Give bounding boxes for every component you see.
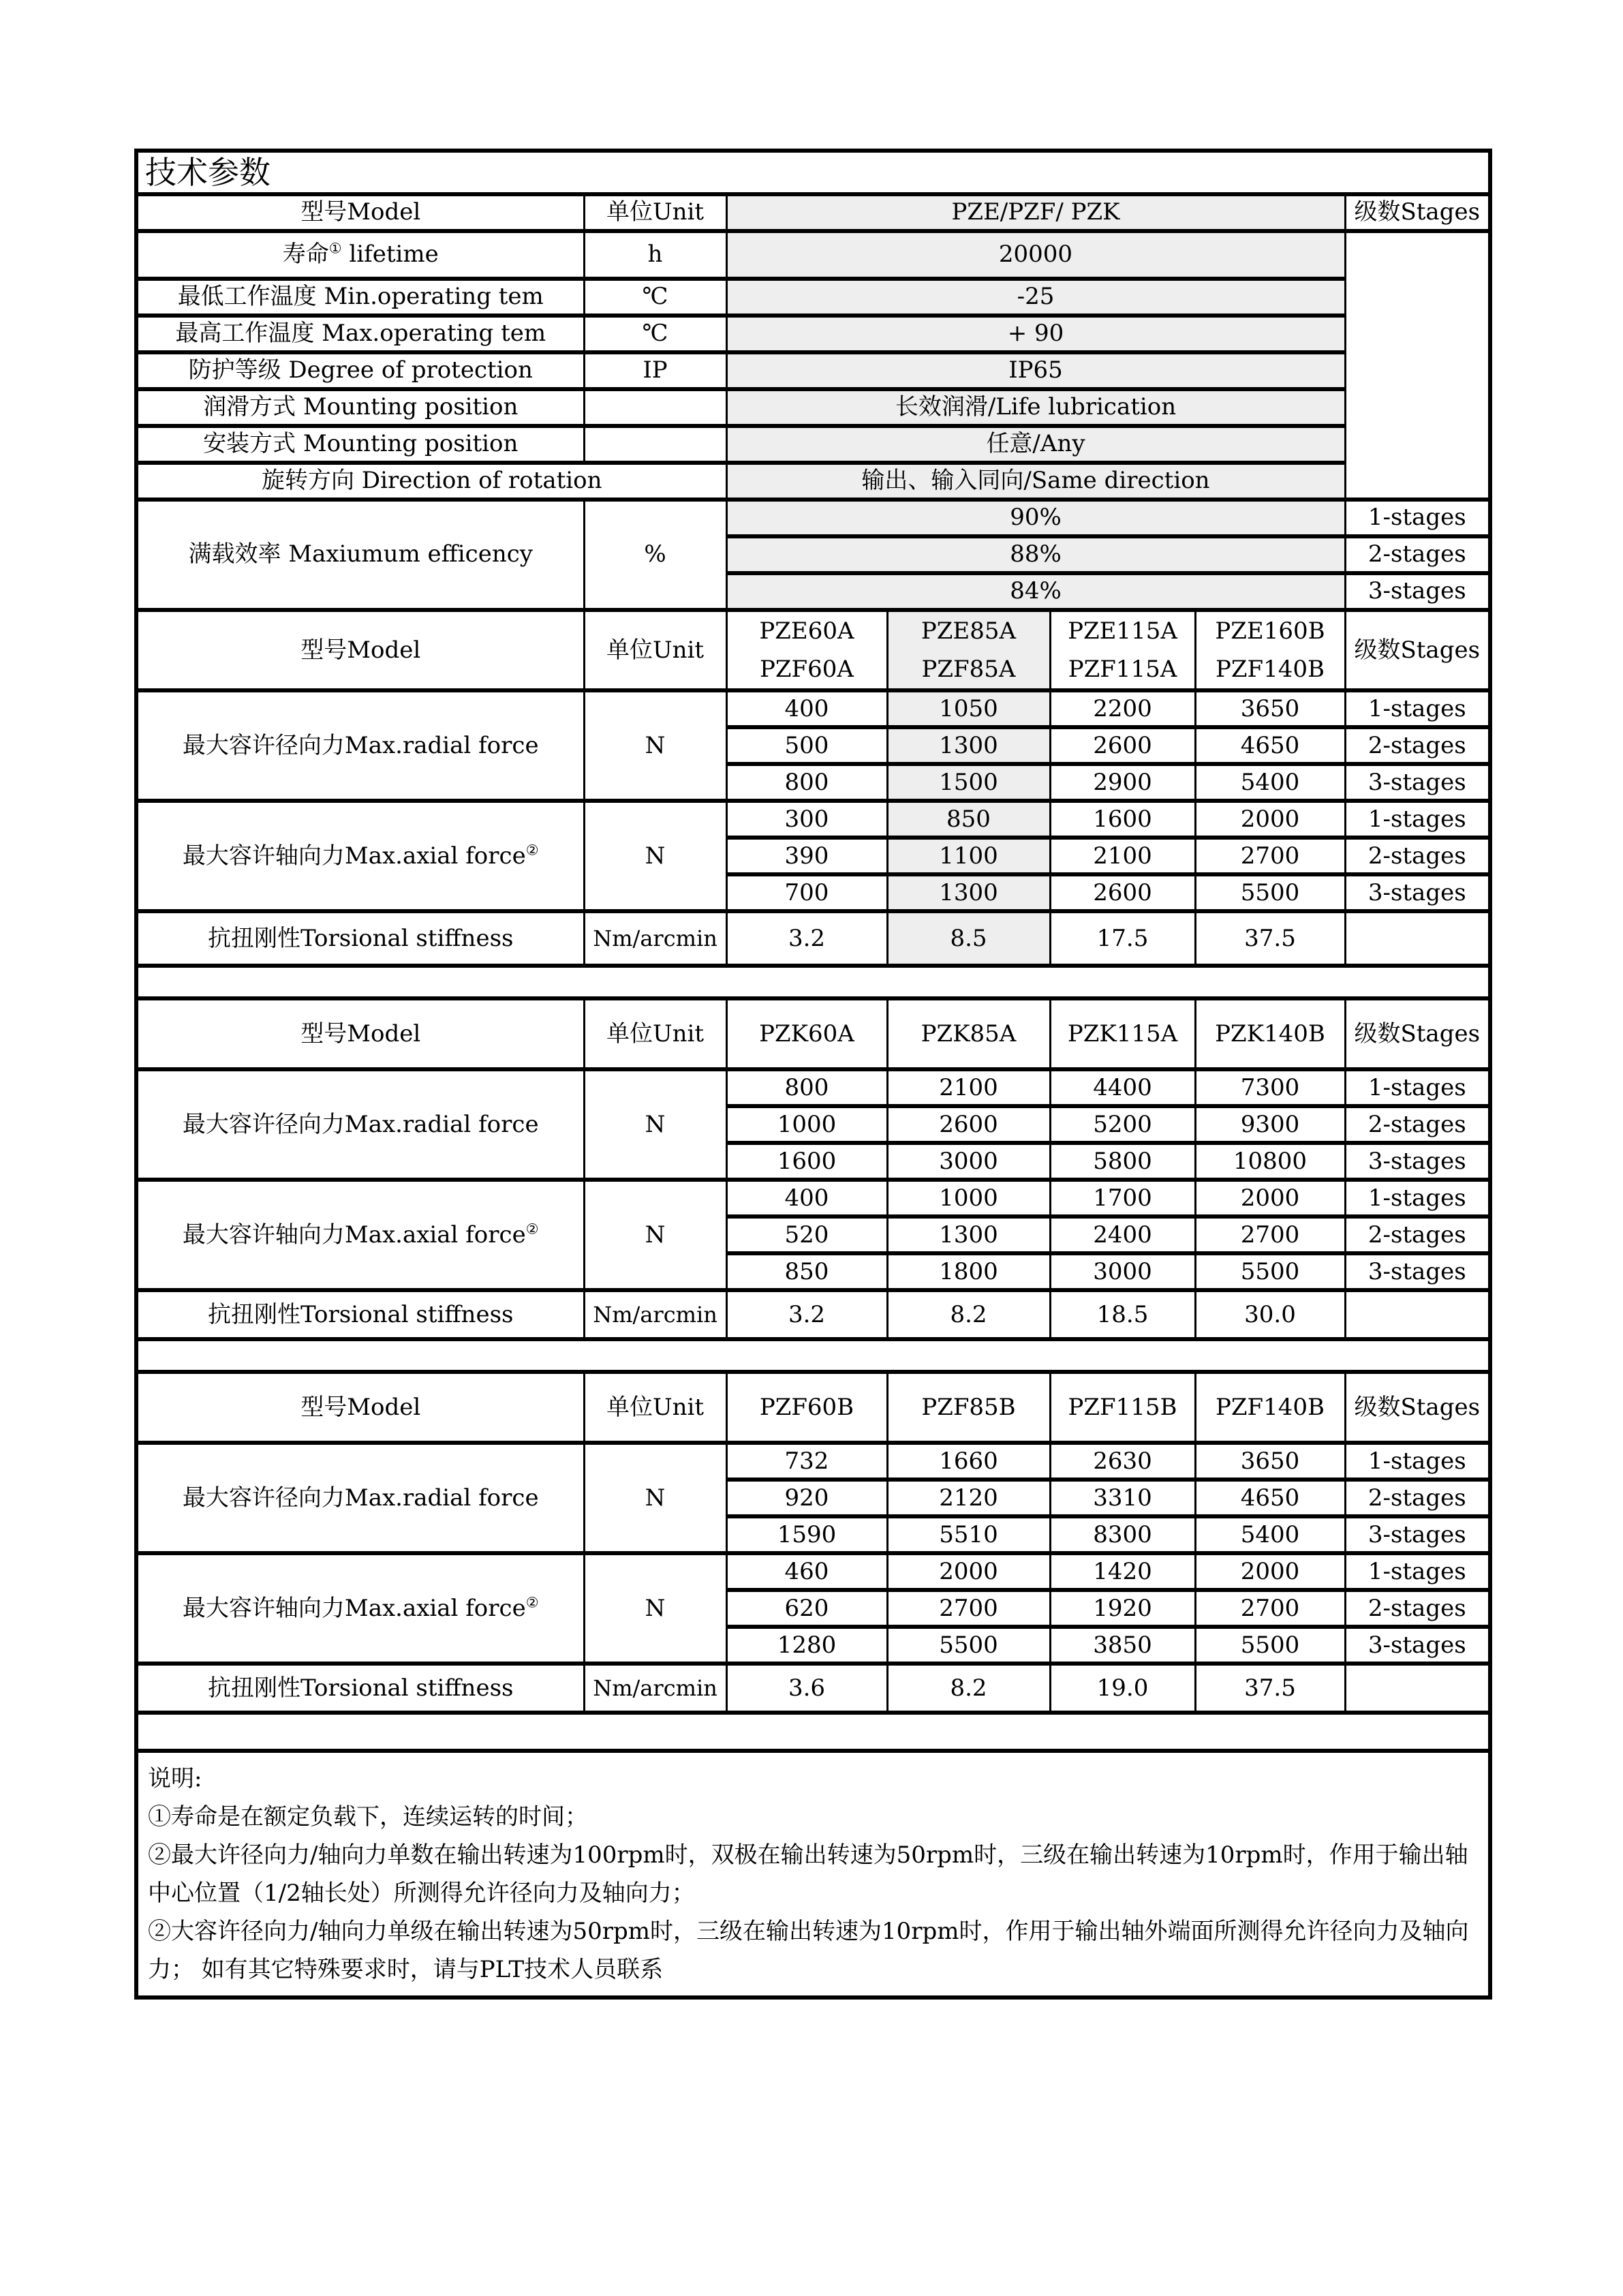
unit-cell: Nm/arcmin (584, 1290, 726, 1339)
column-header-unit: 单位Unit (584, 1372, 726, 1443)
column-header-stages: 级数Stages (1345, 610, 1490, 690)
value-cell: 400 (726, 1180, 887, 1216)
value-cell: 2000 (1195, 801, 1345, 838)
unit-cell: N (584, 1180, 726, 1290)
value-cell: 4650 (1195, 727, 1345, 764)
row-label-stiffness: 抗扭刚性Torsional stiffness (136, 1290, 584, 1339)
value-cell: 1300 (887, 1216, 1050, 1253)
model-header: PZF115B (1050, 1372, 1195, 1443)
value-cell: 2120 (887, 1480, 1050, 1516)
row-label-stiffness: 抗扭刚性Torsional stiffness (136, 1664, 584, 1713)
model-line: PZF140B (1216, 656, 1325, 684)
stage-cell: 1-stages (1345, 1443, 1490, 1480)
value-cell: 19.0 (1050, 1664, 1195, 1713)
value-cell: 1600 (726, 1143, 887, 1180)
value-cell: 18.5 (1050, 1290, 1195, 1339)
value-cell: 1300 (887, 874, 1050, 911)
model-header: PZK60A (726, 998, 887, 1069)
stage-cell: 2-stages (1345, 838, 1490, 874)
stage-cell: 1-stages (1345, 500, 1490, 536)
stage-cell: 1-stages (1345, 690, 1490, 727)
value-cell: 88% (726, 536, 1345, 573)
value-cell: 8.5 (887, 911, 1050, 966)
model-header (887, 610, 1050, 690)
label-cn: 寿命 (282, 241, 329, 269)
value-cell: 1600 (1050, 801, 1195, 838)
value-cell: + 90 (726, 316, 1345, 352)
value-cell: 5200 (1050, 1106, 1195, 1143)
value-cell: 850 (726, 1253, 887, 1290)
value-cell: 390 (726, 838, 887, 874)
value-cell: 1500 (887, 764, 1050, 801)
stage-cell: 3-stages (1345, 1516, 1490, 1553)
value-cell: 3000 (1050, 1253, 1195, 1290)
value-cell: 1800 (887, 1253, 1050, 1290)
unit-cell: N (584, 1069, 726, 1180)
stage-cell: 2-stages (1345, 1106, 1490, 1143)
value-cell: 2700 (1195, 1590, 1345, 1627)
value-cell: 850 (887, 801, 1050, 838)
stage-cell: 3-stages (1345, 1253, 1490, 1290)
value-cell: 4400 (1050, 1069, 1195, 1106)
value-cell: 800 (726, 1069, 887, 1106)
model-line: PZE115A (1068, 617, 1177, 645)
value-cell: 30.0 (1195, 1290, 1345, 1339)
value-cell: 任意/Any (726, 426, 1345, 463)
model-line: PZE85A (921, 617, 1017, 645)
value-cell: 732 (726, 1443, 887, 1480)
stage-cell: 2-stages (1345, 1216, 1490, 1253)
value-cell: 620 (726, 1590, 887, 1627)
unit-cell: % (584, 500, 726, 610)
value-cell: 37.5 (1195, 1664, 1345, 1713)
value-cell: 3310 (1050, 1480, 1195, 1516)
note-line: ②最大许径向力/轴向力单数在输出转速为100rpm时，双极在输出转速为50rpm时，三级在输出转速为10rpm时，作用于输出轴中心位置（1/2轴长处）所测得允许径向力及轴向力； (148, 1841, 1468, 1908)
value-cell: 2000 (1195, 1553, 1345, 1590)
label-text: 最大容许轴向力Max.axial force (182, 1221, 526, 1249)
column-header-stages: 级数Stages (1345, 1372, 1490, 1443)
model-header (1195, 610, 1345, 690)
notes-block (136, 1751, 1490, 1997)
value-cell: 1100 (887, 838, 1050, 874)
column-header-stages: 级数Stages (1345, 194, 1490, 231)
stage-cell (1345, 1664, 1490, 1713)
column-header-unit: 单位Unit (584, 610, 726, 690)
value-cell: 长效润滑/Life lubrication (726, 389, 1345, 426)
row-label-min-temp: 最低工作温度 Min.operating tem (136, 279, 584, 316)
stage-cell: 1-stages (1345, 1180, 1490, 1216)
value-cell: 2100 (1050, 838, 1195, 874)
column-header-unit: 单位Unit (584, 998, 726, 1069)
unit-cell: ℃ (584, 316, 726, 352)
value-cell: 2700 (1195, 838, 1345, 874)
unit-cell: N (584, 690, 726, 801)
row-label-lubrication: 润滑方式 Mounting position (136, 389, 584, 426)
unit-cell: h (584, 231, 726, 279)
note-line: ②大容许径向力/轴向力单级在输出转速为50rpm时，三级在输出转速为10rpm时，作用于输出轴外端面所测得允许径向力及轴向力； 如有其它特殊要求时，请与PLT技术人员联系 (148, 1918, 1469, 1984)
label-text: 最大容许轴向力Max.axial force (182, 842, 526, 870)
model-line: PZF85A (921, 656, 1016, 684)
column-header-model: 型号Model (136, 610, 584, 690)
value-cell: 1050 (887, 690, 1050, 727)
value-cell: 5800 (1050, 1143, 1195, 1180)
column-header-unit: 单位Unit (584, 194, 726, 231)
unit-cell (584, 426, 726, 463)
value-cell: 5510 (887, 1516, 1050, 1553)
value-cell: 10800 (1195, 1143, 1345, 1180)
value-cell: 5400 (1195, 764, 1345, 801)
stage-cell: 3-stages (1345, 1143, 1490, 1180)
value-cell: 500 (726, 727, 887, 764)
value-cell: 1280 (726, 1627, 887, 1664)
value-cell: 700 (726, 874, 887, 911)
row-label-max-temp: 最高工作温度 Max.operating tem (136, 316, 584, 352)
stage-cell: 2-stages (1345, 1480, 1490, 1516)
row-label-radial-force: 最大容许径向力Max.radial force (136, 1069, 584, 1180)
value-cell: 1660 (887, 1443, 1050, 1480)
notes-heading: 说明: (148, 1765, 202, 1793)
model-header: PZF60B (726, 1372, 887, 1443)
value-cell: 460 (726, 1553, 887, 1590)
model-line: PZF60A (760, 656, 854, 684)
spec-sheet (134, 149, 1492, 2000)
value-cell: 1420 (1050, 1553, 1195, 1590)
stage-cell: 3-stages (1345, 764, 1490, 801)
value-cell: 84% (726, 573, 1345, 610)
value-cell: 输出、输入同向/Same direction (726, 463, 1345, 500)
row-label-lifetime (136, 231, 584, 279)
value-cell: 2000 (887, 1553, 1050, 1590)
column-header-model: 型号Model (136, 194, 584, 231)
value-cell: 8.2 (887, 1290, 1050, 1339)
footnote-mark: ② (525, 841, 539, 859)
unit-cell: Nm/arcmin (584, 911, 726, 966)
value-cell: 2400 (1050, 1216, 1195, 1253)
note-line: ①寿命是在额定负载下，连续运转的时间； (148, 1803, 588, 1831)
row-label-axial-force (136, 1553, 584, 1664)
value-cell: 1000 (726, 1106, 887, 1143)
value-cell: 3850 (1050, 1627, 1195, 1664)
value-cell: 8300 (1050, 1516, 1195, 1553)
model-header: PZK115A (1050, 998, 1195, 1069)
row-label-axial-force (136, 1180, 584, 1290)
value-cell: 2100 (887, 1069, 1050, 1106)
spacer-row (136, 1713, 1490, 1751)
value-cell: 3000 (887, 1143, 1050, 1180)
value-cell: 1920 (1050, 1590, 1195, 1627)
stage-cell: 1-stages (1345, 1553, 1490, 1590)
value-cell: 5500 (1195, 1627, 1345, 1664)
value-cell: -25 (726, 279, 1345, 316)
value-cell: 2000 (1195, 1180, 1345, 1216)
value-cell: 5500 (1195, 1253, 1345, 1290)
stage-cell: 1-stages (1345, 1069, 1490, 1106)
value-cell: 3.2 (726, 911, 887, 966)
value-cell: 5500 (887, 1627, 1050, 1664)
stages-merged-cell (1345, 231, 1490, 500)
value-cell: 4650 (1195, 1480, 1345, 1516)
stage-cell (1345, 911, 1490, 966)
value-cell: 9300 (1195, 1106, 1345, 1143)
value-cell: 3.2 (726, 1290, 887, 1339)
footnote-mark: ① (328, 240, 342, 258)
value-cell: 2700 (887, 1590, 1050, 1627)
stage-cell: 1-stages (1345, 801, 1490, 838)
value-cell: 5400 (1195, 1516, 1345, 1553)
value-cell: 37.5 (1195, 911, 1345, 966)
value-cell: 3650 (1195, 1443, 1345, 1480)
value-cell: 90% (726, 500, 1345, 536)
unit-cell: Nm/arcmin (584, 1664, 726, 1713)
value-cell: 2900 (1050, 764, 1195, 801)
unit-cell (584, 389, 726, 426)
value-cell: 1700 (1050, 1180, 1195, 1216)
value-cell: 2700 (1195, 1216, 1345, 1253)
stage-cell: 2-stages (1345, 1590, 1490, 1627)
stage-cell (1345, 1290, 1490, 1339)
label-en: lifetime (341, 241, 439, 269)
value-cell: 2200 (1050, 690, 1195, 727)
stage-cell: 2-stages (1345, 536, 1490, 573)
column-header-model: 型号Model (136, 1372, 584, 1443)
model-header (1050, 610, 1195, 690)
value-cell: 1300 (887, 727, 1050, 764)
value-cell: 1590 (726, 1516, 887, 1553)
model-line: PZF115A (1068, 656, 1177, 684)
stage-cell: 3-stages (1345, 874, 1490, 911)
sheet-title: 技术参数 (136, 151, 1490, 194)
spacer-row (136, 966, 1490, 998)
row-label-mounting: 安装方式 Mounting position (136, 426, 584, 463)
column-header-stages: 级数Stages (1345, 998, 1490, 1069)
stage-cell: 3-stages (1345, 573, 1490, 610)
value-cell: 400 (726, 690, 887, 727)
model-line: PZE60A (759, 617, 854, 645)
unit-cell: N (584, 1553, 726, 1664)
footnote-mark: ② (525, 1220, 539, 1238)
value-cell: 3.6 (726, 1664, 887, 1713)
value-cell: 520 (726, 1216, 887, 1253)
value-cell: 17.5 (1050, 911, 1195, 966)
column-header-model: 型号Model (136, 998, 584, 1069)
row-label-axial-force (136, 801, 584, 911)
label-text: 最大容许轴向力Max.axial force (182, 1594, 526, 1622)
value-cell: 2600 (1050, 874, 1195, 911)
unit-cell: N (584, 1443, 726, 1553)
model-header: PZK85A (887, 998, 1050, 1069)
spacer-row (136, 1339, 1490, 1372)
footnote-mark: ② (525, 1593, 539, 1611)
value-cell: 7300 (1195, 1069, 1345, 1106)
value-cell: 5500 (1195, 874, 1345, 911)
model-header: PZK140B (1195, 998, 1345, 1069)
value-cell: IP65 (726, 352, 1345, 389)
unit-cell: ℃ (584, 279, 726, 316)
value-cell: 920 (726, 1480, 887, 1516)
model-header: PZF140B (1195, 1372, 1345, 1443)
value-cell: 8.2 (887, 1664, 1050, 1713)
value-cell: 2630 (1050, 1443, 1195, 1480)
unit-cell: N (584, 801, 726, 911)
value-cell: 20000 (726, 231, 1345, 279)
row-label-rotation: 旋转方向 Direction of rotation (136, 463, 726, 500)
row-label-radial-force: 最大容许径向力Max.radial force (136, 1443, 584, 1553)
value-cell: 3650 (1195, 690, 1345, 727)
stage-cell: 3-stages (1345, 1627, 1490, 1664)
row-label-efficiency: 满载效率 Maxiumum efficency (136, 500, 584, 610)
model-header: PZF85B (887, 1372, 1050, 1443)
row-label-stiffness: 抗扭刚性Torsional stiffness (136, 911, 584, 966)
model-line: PZE160B (1215, 617, 1325, 645)
model-header (726, 610, 887, 690)
stage-cell: 2-stages (1345, 727, 1490, 764)
value-cell: 1000 (887, 1180, 1050, 1216)
value-cell: 300 (726, 801, 887, 838)
column-header-series: PZE/PZF/ PZK (726, 194, 1345, 231)
unit-cell: IP (584, 352, 726, 389)
row-label-radial-force: 最大容许径向力Max.radial force (136, 690, 584, 801)
value-cell: 2600 (887, 1106, 1050, 1143)
value-cell: 2600 (1050, 727, 1195, 764)
value-cell: 800 (726, 764, 887, 801)
row-label-protection: 防护等级 Degree of protection (136, 352, 584, 389)
